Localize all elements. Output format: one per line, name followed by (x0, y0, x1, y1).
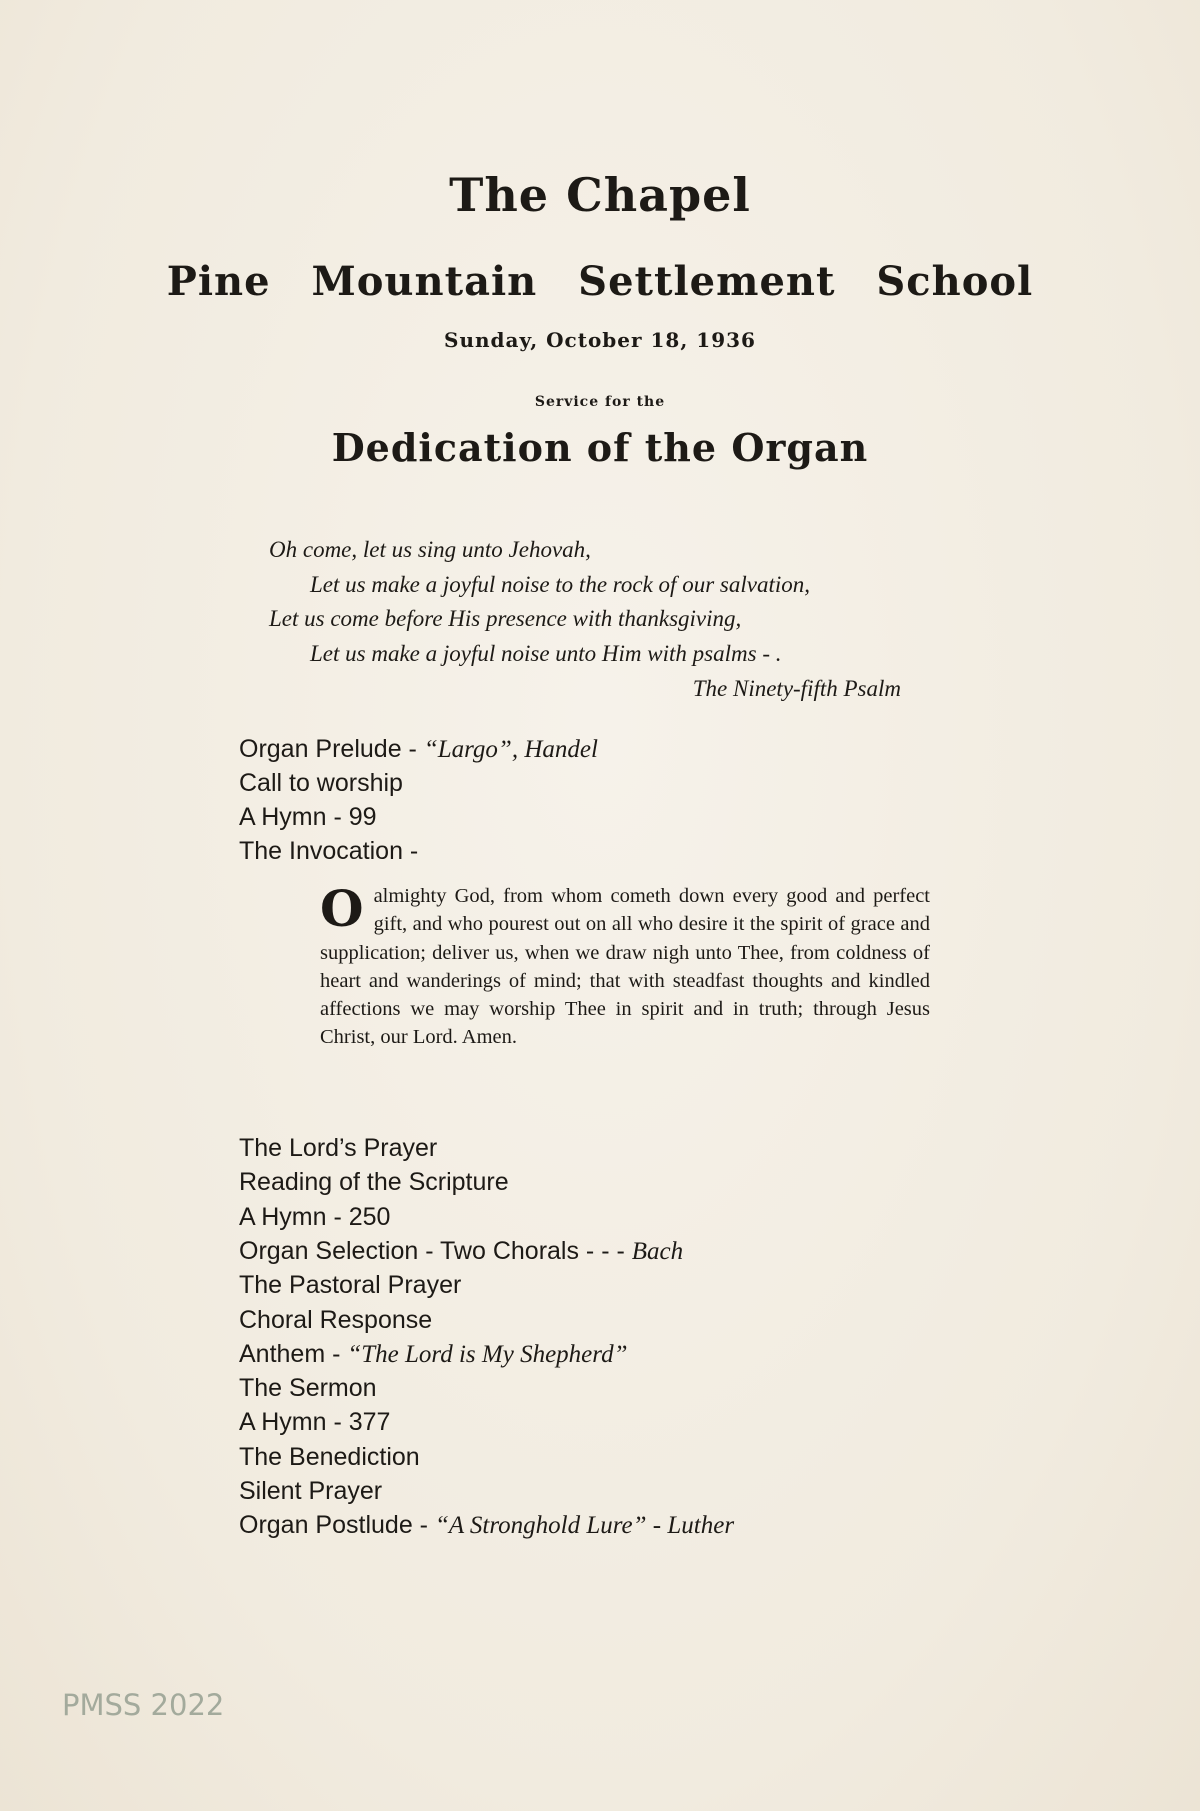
program-item-italic: Bach (631, 1237, 684, 1265)
program-item (239, 769, 403, 798)
psalm-attribution: The Ninety-fifth Psalm (692, 676, 901, 701)
program-item-text: Call to worship (239, 769, 403, 797)
watermark: PMSS 2022 (62, 1688, 225, 1722)
program-item (239, 803, 377, 832)
program-item (239, 1340, 627, 1369)
program-item (239, 837, 418, 866)
program-item (239, 1237, 683, 1266)
psalm-line: Let us make a joyful noise unto Him with psalms - . (310, 641, 782, 666)
program-item-italic: “Largo”, Handel (423, 736, 598, 763)
program-item-text: The Lord’s Prayer (239, 1134, 438, 1162)
program-item-text: Organ Prelude - (239, 735, 424, 763)
program-item-text: Organ Selection - Two Chorals - - - (239, 1236, 632, 1265)
program-item-text: A Hymn - 377 (239, 1408, 391, 1437)
school-name: Pine Mountain Settlement School (166, 258, 1034, 305)
occasion-title: Dedication of the Organ (331, 425, 869, 470)
program-item (239, 1306, 432, 1335)
program-item (239, 1271, 461, 1300)
service-date: Sunday, October 18, 1936 (444, 328, 756, 352)
program-item (239, 1443, 420, 1472)
program-item-italic: “The Lord is My Shepherd” (347, 1340, 628, 1368)
program-item (239, 1134, 437, 1163)
program-item-text: The Invocation - (239, 837, 419, 865)
psalm-line: Oh come, let us sing unto Jehovah, (269, 537, 591, 562)
chapel-title: The Chapel (449, 168, 751, 222)
program-item (239, 1408, 390, 1437)
program-item (239, 1511, 734, 1540)
program-item (239, 1203, 390, 1232)
program-item (239, 1168, 509, 1197)
program-item (239, 1477, 382, 1506)
psalm-line: Let us make a joyful noise to the rock of our salvation, (310, 572, 810, 597)
program-item (239, 735, 598, 764)
program-item-text: Anthem - (239, 1339, 348, 1368)
program-item-text: The Pastoral Prayer (239, 1271, 462, 1300)
psalm-line: Let us come before His presence with thanksgiving, (269, 606, 742, 631)
program-item-text: Reading of the Scripture (239, 1168, 509, 1197)
invocation-text (320, 879, 930, 1052)
program-item-text: The Benediction (239, 1442, 420, 1471)
program-item-text: A Hymn - 99 (239, 803, 377, 831)
program-item-text: A Hymn - 250 (239, 1202, 391, 1231)
invocation-dropcap: O (320, 879, 364, 938)
program-item-text: Organ Postlude - (239, 1511, 435, 1540)
program-item-text: Silent Prayer (239, 1477, 383, 1505)
program-item-text: Choral Response (239, 1305, 433, 1334)
program-item-italic: “A Stronghold Lure” - Luther (434, 1512, 735, 1540)
program-item (239, 1374, 377, 1403)
service-for-label: Service for the (534, 394, 666, 410)
program-item-text: The Sermon (239, 1374, 377, 1403)
invocation-body: almighty God, from whom cometh down every good and perfect gift, and who pourest out on all who desire it the spirit of grace and supplication; deliver us, when we draw nigh unto Thee, from coldness of heart and wanderings of mind; that with steadfast thoughts and kindled affections we may worship Thee in spirit and in truth; through Jesus Christ, our Lord. Amen. (320, 885, 930, 1049)
